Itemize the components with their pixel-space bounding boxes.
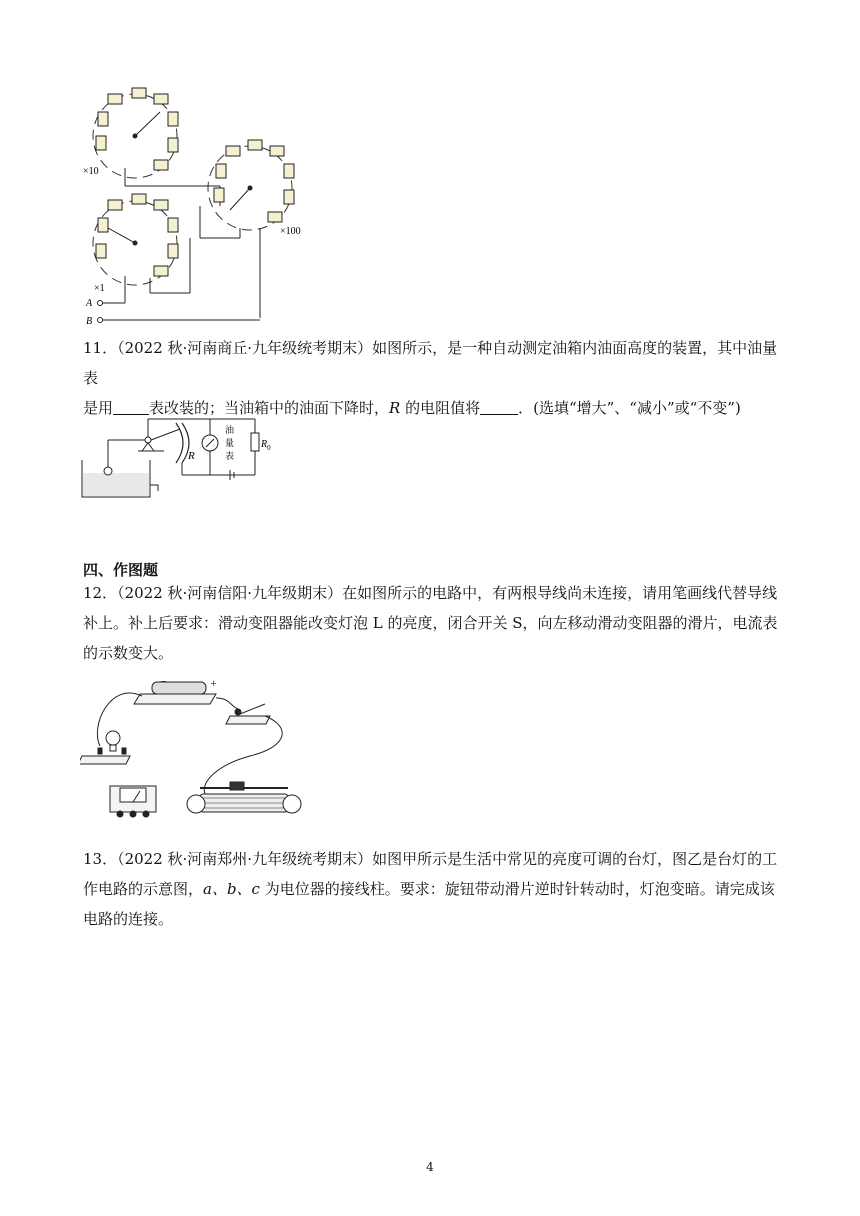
section-title: 四、作图题	[83, 561, 159, 579]
page-number: 4	[426, 1160, 434, 1174]
q11-blank-2[interactable]	[480, 398, 518, 415]
circuit-components-figure	[80, 676, 305, 826]
label-x100: ×100	[280, 226, 301, 237]
meter-label-3: 表	[225, 452, 235, 462]
terminal-B: B	[86, 316, 93, 327]
meter-label-2: 量	[225, 439, 235, 449]
svg-text:+: +	[210, 679, 217, 688]
svg-text:−: −	[160, 677, 167, 686]
terminal-A: A	[86, 298, 93, 309]
q13-line2: 作电路的示意图，a、b、c 为电位器的接线柱。要求：旋钮带动滑片逆时针转动时，灯泡变暗。请完成该	[83, 880, 775, 898]
q12-line1: 12．（2022 秋·河南信阳·九年级期末）在如图所示的电路中，有两根导线尚未连接，请用笔画线代替导线	[83, 584, 778, 602]
label-x10: ×10	[83, 166, 99, 177]
meter-label-1: 油	[225, 426, 235, 436]
label-x1: ×1	[94, 283, 105, 294]
q13-line1: 13．（2022 秋·河南郑州·九年级统考期末）如图甲所示是生活中常见的亮度可调的台灯，图乙是台灯的工	[83, 850, 778, 868]
q12-line3: 的示数变大。	[83, 644, 174, 662]
q13-line3: 电路的连接。	[83, 910, 174, 928]
q12-line2: 补上。补上后要求：滑动变阻器能改变灯泡 L 的亮度，闭合开关 S，向左移动滑动变阻器的滑片，电流表	[83, 614, 778, 632]
dial-x1	[93, 194, 260, 320]
resistor-R0-label: $R_0$	[261, 439, 271, 452]
question-12	[83, 578, 783, 668]
q11-line1: 11．（2022 秋·河南商丘·九年级统考期末）如图所示，是一种自动测定油箱内油面高度的装置，其中油量表	[83, 339, 778, 387]
q11-line2: 是用 表改装的；当油箱中的油面下降时，R 的电阻值将 ．(选填“增大”、“减小”或“不变”)	[83, 399, 741, 417]
dial-x10	[93, 88, 220, 206]
resistor-R-label: R	[188, 450, 195, 462]
resistance-box-figure	[80, 78, 320, 328]
question-13	[83, 844, 783, 934]
oil-gauge-figure	[80, 405, 280, 500]
